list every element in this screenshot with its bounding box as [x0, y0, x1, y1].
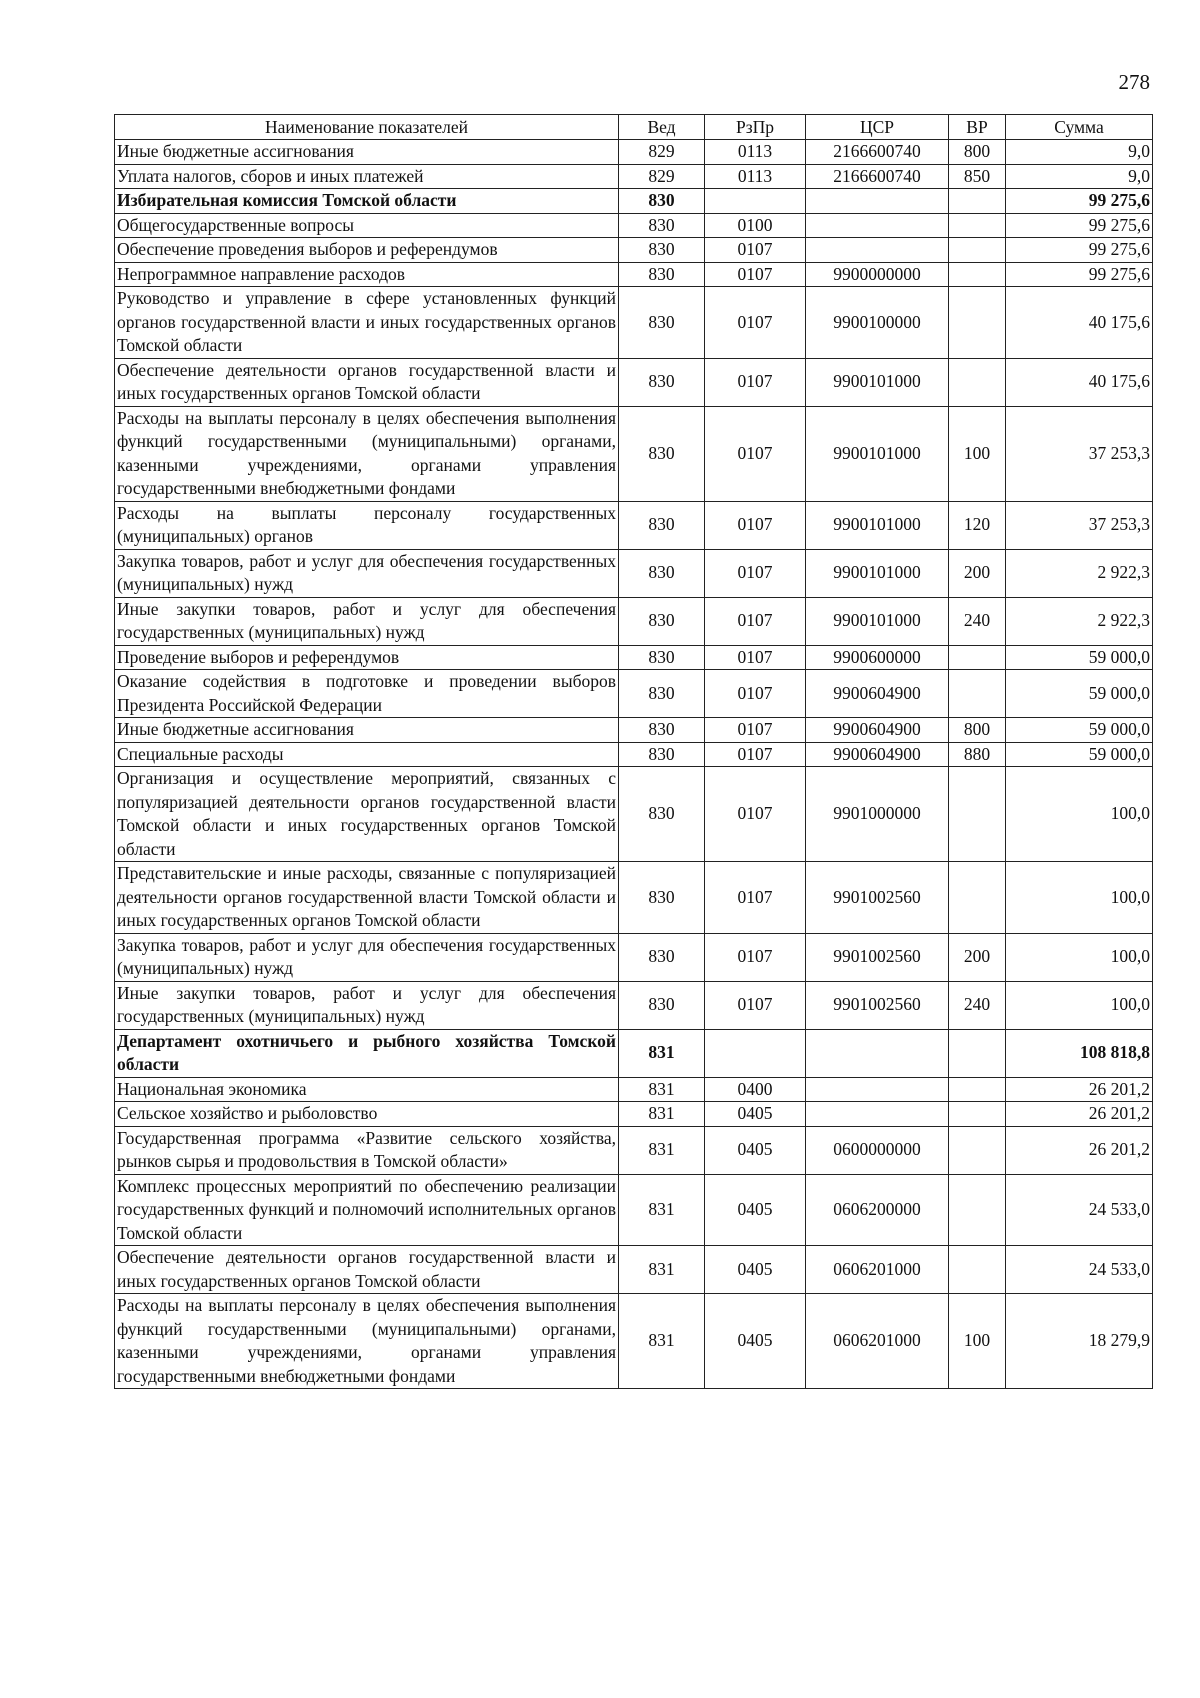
cell-rzpr: 0107 — [705, 549, 806, 597]
cell-ved: 830 — [619, 358, 705, 406]
cell-csr: 9900101000 — [806, 358, 949, 406]
cell-sum: 24 533,0 — [1006, 1246, 1153, 1294]
cell-rzpr: 0107 — [705, 262, 806, 287]
cell-ved: 830 — [619, 742, 705, 767]
cell-rzpr: 0405 — [705, 1294, 806, 1389]
cell-csr: 9900000000 — [806, 262, 949, 287]
cell-vr — [949, 213, 1006, 238]
table-row — [115, 1077, 1153, 1102]
cell-rzpr — [705, 1029, 806, 1077]
cell-sum: 9,0 — [1006, 164, 1153, 189]
cell-ved: 831 — [619, 1246, 705, 1294]
cell-rzpr — [705, 189, 806, 214]
cell-csr: 0606201000 — [806, 1294, 949, 1389]
cell-rzpr: 0107 — [705, 981, 806, 1029]
table-row — [115, 933, 1153, 981]
cell-ved: 831 — [619, 1102, 705, 1127]
table-body — [115, 140, 1153, 1389]
cell-ved: 831 — [619, 1126, 705, 1174]
cell-name: Специальные расходы — [115, 742, 619, 767]
header-row — [115, 115, 1153, 140]
cell-ved: 830 — [619, 262, 705, 287]
cell-vr — [949, 670, 1006, 718]
cell-name: Иные закупки товаров, работ и услуг для обеспечения государственных (муниципальных) нужд — [115, 597, 619, 645]
cell-name: Иные закупки товаров, работ и услуг для обеспечения государственных (муниципальных) нужд — [115, 981, 619, 1029]
cell-vr: 880 — [949, 742, 1006, 767]
table-row — [115, 645, 1153, 670]
cell-rzpr: 0405 — [705, 1246, 806, 1294]
cell-csr: 2166600740 — [806, 140, 949, 165]
cell-ved: 830 — [619, 189, 705, 214]
cell-csr — [806, 1077, 949, 1102]
cell-rzpr: 0107 — [705, 933, 806, 981]
cell-rzpr: 0400 — [705, 1077, 806, 1102]
table-row — [115, 1246, 1153, 1294]
table-row — [115, 1102, 1153, 1127]
header-sum: Сумма — [1006, 115, 1153, 140]
cell-vr — [949, 645, 1006, 670]
table-row — [115, 406, 1153, 501]
cell-name: Непрограммное направление расходов — [115, 262, 619, 287]
table-row — [115, 1029, 1153, 1077]
cell-csr — [806, 1029, 949, 1077]
cell-ved: 830 — [619, 767, 705, 862]
table-row — [115, 1294, 1153, 1389]
cell-ved: 830 — [619, 718, 705, 743]
table-row — [115, 1126, 1153, 1174]
cell-sum: 99 275,6 — [1006, 213, 1153, 238]
cell-name: Закупка товаров, работ и услуг для обеспечения государственных (муниципальных) нужд — [115, 933, 619, 981]
cell-sum: 59 000,0 — [1006, 718, 1153, 743]
cell-sum: 40 175,6 — [1006, 358, 1153, 406]
cell-name: Расходы на выплаты персоналу в целях обеспечения выполнения функций государственными (муниципальными) органами, казенными учреждениями, органами управления государственными внебюджетными фондами — [115, 406, 619, 501]
cell-vr — [949, 1102, 1006, 1127]
cell-name: Иные бюджетные ассигнования — [115, 718, 619, 743]
cell-vr: 800 — [949, 718, 1006, 743]
cell-ved: 831 — [619, 1029, 705, 1077]
header-rzpr: РзПр — [705, 115, 806, 140]
cell-name: Представительские и иные расходы, связанные с популяризацией деятельности органов государственной власти Томской области и иных государственных органов Томской области — [115, 862, 619, 934]
cell-vr — [949, 1246, 1006, 1294]
cell-name: Национальная экономика — [115, 1077, 619, 1102]
cell-name: Организация и осуществление мероприятий, связанных с популяризацией деятельности органов государственной власти Томской области и иных государственных органов Томской области — [115, 767, 619, 862]
cell-sum: 100,0 — [1006, 767, 1153, 862]
cell-name: Обеспечение деятельности органов государственной власти и иных государственных органов Томской области — [115, 1246, 619, 1294]
cell-csr: 9900604900 — [806, 742, 949, 767]
cell-ved: 831 — [619, 1174, 705, 1246]
table-header — [115, 115, 1153, 140]
cell-sum: 59 000,0 — [1006, 742, 1153, 767]
table-row — [115, 262, 1153, 287]
cell-vr — [949, 767, 1006, 862]
cell-name: Обеспечение проведения выборов и референдумов — [115, 238, 619, 263]
cell-sum: 26 201,2 — [1006, 1077, 1153, 1102]
cell-vr — [949, 1029, 1006, 1077]
cell-csr: 9901002560 — [806, 862, 949, 934]
cell-sum: 37 253,3 — [1006, 406, 1153, 501]
table-row — [115, 549, 1153, 597]
cell-sum: 108 818,8 — [1006, 1029, 1153, 1077]
cell-rzpr: 0107 — [705, 670, 806, 718]
cell-rzpr: 0107 — [705, 862, 806, 934]
cell-rzpr: 0107 — [705, 742, 806, 767]
table-row — [115, 981, 1153, 1029]
cell-ved: 830 — [619, 645, 705, 670]
cell-rzpr: 0107 — [705, 406, 806, 501]
cell-vr: 200 — [949, 549, 1006, 597]
cell-csr: 9901000000 — [806, 767, 949, 862]
budget-table — [114, 114, 1153, 1389]
cell-ved: 830 — [619, 549, 705, 597]
cell-name: Обеспечение деятельности органов государственной власти и иных государственных органов Томской области — [115, 358, 619, 406]
header-csr: ЦСР — [806, 115, 949, 140]
table-row — [115, 742, 1153, 767]
table-row — [115, 358, 1153, 406]
cell-csr: 9900604900 — [806, 718, 949, 743]
table-row — [115, 238, 1153, 263]
cell-sum: 100,0 — [1006, 862, 1153, 934]
cell-csr: 9900101000 — [806, 549, 949, 597]
table-row — [115, 862, 1153, 934]
cell-rzpr: 0405 — [705, 1102, 806, 1127]
cell-name: Проведение выборов и референдумов — [115, 645, 619, 670]
header-ved: Вед — [619, 115, 705, 140]
cell-csr — [806, 189, 949, 214]
table-row — [115, 189, 1153, 214]
cell-sum: 59 000,0 — [1006, 645, 1153, 670]
table-row — [115, 213, 1153, 238]
cell-name: Расходы на выплаты персоналу в целях обеспечения выполнения функций государственными (муниципальными) органами, казенными учреждениями, органами управления государственными внебюджетными фондами — [115, 1294, 619, 1389]
cell-ved: 830 — [619, 501, 705, 549]
cell-vr: 800 — [949, 140, 1006, 165]
cell-vr — [949, 189, 1006, 214]
cell-sum: 24 533,0 — [1006, 1174, 1153, 1246]
cell-name: Избирательная комиссия Томской области — [115, 189, 619, 214]
cell-sum: 9,0 — [1006, 140, 1153, 165]
cell-csr: 9900101000 — [806, 501, 949, 549]
cell-vr — [949, 238, 1006, 263]
cell-sum: 99 275,6 — [1006, 262, 1153, 287]
cell-vr — [949, 1126, 1006, 1174]
cell-sum: 99 275,6 — [1006, 189, 1153, 214]
cell-vr: 240 — [949, 981, 1006, 1029]
table-row — [115, 140, 1153, 165]
cell-ved: 830 — [619, 406, 705, 501]
cell-name: Расходы на выплаты персоналу государственных (муниципальных) органов — [115, 501, 619, 549]
cell-rzpr: 0107 — [705, 501, 806, 549]
table-row — [115, 670, 1153, 718]
cell-sum: 100,0 — [1006, 933, 1153, 981]
cell-vr — [949, 287, 1006, 359]
cell-sum: 26 201,2 — [1006, 1102, 1153, 1127]
cell-csr: 0600000000 — [806, 1126, 949, 1174]
table-row — [115, 1174, 1153, 1246]
cell-sum: 99 275,6 — [1006, 238, 1153, 263]
cell-vr: 850 — [949, 164, 1006, 189]
cell-ved: 829 — [619, 140, 705, 165]
cell-sum: 2 922,3 — [1006, 549, 1153, 597]
cell-name: Общегосударственные вопросы — [115, 213, 619, 238]
cell-csr: 9900604900 — [806, 670, 949, 718]
table-row — [115, 767, 1153, 862]
page-number: 278 — [1118, 70, 1150, 94]
cell-name: Комплекс процессных мероприятий по обеспечению реализации государственных функций и полномочий исполнительных органов Томской области — [115, 1174, 619, 1246]
cell-csr: 0606201000 — [806, 1246, 949, 1294]
table-row — [115, 718, 1153, 743]
cell-name: Иные бюджетные ассигнования — [115, 140, 619, 165]
cell-csr: 9900101000 — [806, 406, 949, 501]
header-vr: ВР — [949, 115, 1006, 140]
cell-vr — [949, 358, 1006, 406]
header-name: Наименование показателей — [115, 115, 619, 140]
cell-name: Уплата налогов, сборов и иных платежей — [115, 164, 619, 189]
cell-rzpr: 0107 — [705, 358, 806, 406]
cell-csr: 0606200000 — [806, 1174, 949, 1246]
cell-vr — [949, 1077, 1006, 1102]
cell-rzpr: 0107 — [705, 645, 806, 670]
cell-rzpr: 0107 — [705, 287, 806, 359]
cell-sum: 2 922,3 — [1006, 597, 1153, 645]
cell-ved: 830 — [619, 670, 705, 718]
cell-name: Руководство и управление в сфере установленных функций органов государственной власти и иных государственных органов Томской области — [115, 287, 619, 359]
cell-ved: 830 — [619, 933, 705, 981]
cell-rzpr: 0107 — [705, 238, 806, 263]
cell-sum: 26 201,2 — [1006, 1126, 1153, 1174]
cell-vr: 100 — [949, 406, 1006, 501]
cell-ved: 830 — [619, 862, 705, 934]
table-row — [115, 164, 1153, 189]
cell-vr: 200 — [949, 933, 1006, 981]
cell-name: Сельское хозяйство и рыболовство — [115, 1102, 619, 1127]
cell-name: Закупка товаров, работ и услуг для обеспечения государственных (муниципальных) нужд — [115, 549, 619, 597]
table-row — [115, 501, 1153, 549]
cell-vr — [949, 1174, 1006, 1246]
cell-rzpr: 0100 — [705, 213, 806, 238]
cell-csr: 9901002560 — [806, 981, 949, 1029]
cell-rzpr: 0113 — [705, 164, 806, 189]
table-row — [115, 287, 1153, 359]
cell-csr: 2166600740 — [806, 164, 949, 189]
cell-ved: 831 — [619, 1294, 705, 1389]
cell-ved: 830 — [619, 213, 705, 238]
cell-sum: 59 000,0 — [1006, 670, 1153, 718]
table-row — [115, 597, 1153, 645]
cell-vr: 100 — [949, 1294, 1006, 1389]
cell-rzpr: 0107 — [705, 597, 806, 645]
cell-rzpr: 0113 — [705, 140, 806, 165]
cell-name: Государственная программа «Развитие сельского хозяйства, рынков сырья и продовольствия в Томской области» — [115, 1126, 619, 1174]
cell-ved: 829 — [619, 164, 705, 189]
cell-csr: 9901002560 — [806, 933, 949, 981]
cell-vr: 120 — [949, 501, 1006, 549]
cell-ved: 831 — [619, 1077, 705, 1102]
cell-name: Оказание содействия в подготовке и проведении выборов Президента Российской Федерации — [115, 670, 619, 718]
cell-sum: 40 175,6 — [1006, 287, 1153, 359]
cell-ved: 830 — [619, 597, 705, 645]
cell-sum: 18 279,9 — [1006, 1294, 1153, 1389]
cell-ved: 830 — [619, 981, 705, 1029]
cell-name: Департамент охотничьего и рыбного хозяйства Томской области — [115, 1029, 619, 1077]
cell-vr — [949, 862, 1006, 934]
cell-csr: 9900101000 — [806, 597, 949, 645]
cell-csr: 9900600000 — [806, 645, 949, 670]
cell-rzpr: 0107 — [705, 767, 806, 862]
cell-csr — [806, 238, 949, 263]
cell-ved: 830 — [619, 238, 705, 263]
cell-csr — [806, 1102, 949, 1127]
cell-csr: 9900100000 — [806, 287, 949, 359]
cell-ved: 830 — [619, 287, 705, 359]
cell-rzpr: 0405 — [705, 1126, 806, 1174]
cell-vr — [949, 262, 1006, 287]
cell-rzpr: 0107 — [705, 718, 806, 743]
cell-vr: 240 — [949, 597, 1006, 645]
cell-rzpr: 0405 — [705, 1174, 806, 1246]
cell-sum: 37 253,3 — [1006, 501, 1153, 549]
cell-csr — [806, 213, 949, 238]
cell-sum: 100,0 — [1006, 981, 1153, 1029]
